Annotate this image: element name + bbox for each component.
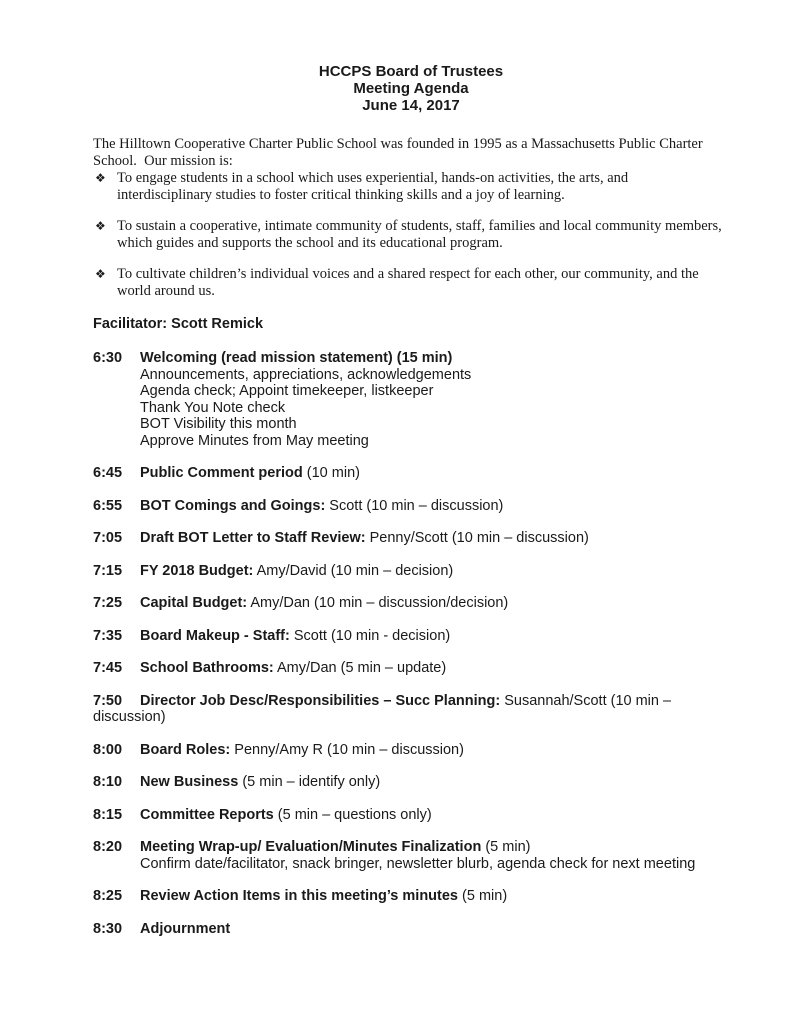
agenda-detail: Scott (10 min – discussion) xyxy=(325,497,504,514)
agenda-detail: Amy/David (10 min – decision) xyxy=(253,562,454,579)
agenda-content xyxy=(140,742,729,759)
agenda-title: Director Job Desc/Responsibilities – Succ Planning: xyxy=(140,692,501,709)
agenda-time: 8:30 xyxy=(93,920,123,937)
agenda-subline: Thank You Note check xyxy=(140,399,286,416)
diamond-bullet-icon: ❖ xyxy=(95,267,106,281)
diamond-bullet-icon: ❖ xyxy=(95,219,106,233)
agenda-subline: Approve Minutes from May meeting xyxy=(140,432,369,449)
mission-bullet-text: To sustain a cooperative, intimate community of students, staff, families and local community members, which guides and supports the school and its educational program. xyxy=(117,218,722,251)
agenda-detail: Penny/Scott (10 min – discussion) xyxy=(365,530,589,546)
agenda-content xyxy=(140,807,729,824)
agenda-detail: (10 min) xyxy=(302,465,360,481)
agenda-content xyxy=(140,530,729,547)
agenda-title: Meeting Wrap-up/ Evaluation/Minutes Finalization xyxy=(140,839,482,855)
agenda-row xyxy=(93,595,729,612)
mission-bullet-text: To engage students in a school which uses experiential, hands-on activities, the arts, and interdisciplinary studies to foster critical thinking skills and a joy of learning. xyxy=(117,170,629,203)
agenda-row xyxy=(93,563,729,580)
agenda-subline: Agenda check; Appoint timekeeper, listkeeper xyxy=(140,383,434,399)
agenda-overflow-line: discussion) xyxy=(93,709,166,725)
agenda-row xyxy=(93,921,729,938)
agenda-time: 7:50 xyxy=(93,692,123,709)
agenda-content xyxy=(140,921,729,938)
agenda-title: BOT Comings and Goings: xyxy=(140,497,326,514)
header-org-line: HCCPS Board of Trustees xyxy=(318,63,504,80)
intro-paragraph: The Hilltown Cooperative Charter Public School was founded in 1995 as a Massachusetts Public Charter School. Our mission is: xyxy=(93,136,707,169)
agenda-time: 6:30 xyxy=(93,350,123,366)
agenda-detail: (5 min) xyxy=(481,839,531,855)
agenda-row xyxy=(93,807,729,824)
agenda-content xyxy=(140,498,729,515)
agenda-item xyxy=(93,498,729,515)
agenda-item xyxy=(93,742,729,759)
agenda-content xyxy=(140,595,729,612)
agenda-detail: (5 min – identify only) xyxy=(238,774,381,790)
agenda-item xyxy=(93,530,729,547)
agenda-row xyxy=(93,350,729,367)
agenda-time: 8:15 xyxy=(93,806,123,823)
agenda-detail: (5 min) xyxy=(458,888,508,904)
agenda-item xyxy=(93,774,729,791)
agenda-time: 8:10 xyxy=(93,774,123,790)
agenda-item xyxy=(93,628,729,645)
agenda-row xyxy=(93,839,729,856)
agenda-title: Adjournment xyxy=(140,920,231,937)
agenda-list xyxy=(93,350,729,937)
agenda-sublines xyxy=(140,367,729,450)
header-date-line: June 14, 2017 xyxy=(362,97,460,114)
agenda-content xyxy=(140,774,729,791)
header-doc-type-line: Meeting Agenda xyxy=(353,80,469,97)
agenda-item xyxy=(93,660,729,677)
agenda-title: FY 2018 Budget: xyxy=(140,562,254,579)
agenda-detail: Amy/Dan (5 min – update) xyxy=(273,660,447,676)
document-header xyxy=(93,63,729,114)
agenda-time: 7:15 xyxy=(93,562,123,579)
mission-bullet xyxy=(93,266,723,300)
mission-bullet xyxy=(93,170,723,204)
agenda-title: Board Roles: xyxy=(140,741,231,758)
agenda-title: Capital Budget: xyxy=(140,595,248,611)
agenda-row xyxy=(93,742,729,759)
agenda-time: 7:45 xyxy=(93,660,123,676)
agenda-time: 7:05 xyxy=(93,530,123,546)
agenda-title: Review Action Items in this meeting’s minutes xyxy=(140,888,458,904)
agenda-item xyxy=(93,888,729,905)
agenda-row xyxy=(93,774,729,791)
agenda-row xyxy=(93,530,729,547)
agenda-content xyxy=(140,888,729,905)
agenda-sublines xyxy=(140,856,729,873)
agenda-title: Public Comment period xyxy=(140,465,303,481)
agenda-title: Welcoming (read mission statement) (15 min) xyxy=(140,350,453,366)
agenda-row xyxy=(93,660,729,677)
agenda-time: 6:55 xyxy=(93,497,123,514)
agenda-item xyxy=(93,595,729,612)
agenda-content xyxy=(140,660,729,677)
diamond-bullet-icon: ❖ xyxy=(95,171,106,185)
agenda-row xyxy=(93,888,729,905)
agenda-item xyxy=(93,693,729,726)
agenda-detail: Scott (10 min - decision) xyxy=(289,627,451,644)
agenda-title: School Bathrooms: xyxy=(140,660,274,676)
agenda-row xyxy=(93,693,729,710)
mission-bullet xyxy=(93,218,723,252)
agenda-content xyxy=(140,628,729,645)
agenda-item xyxy=(93,921,729,938)
agenda-content xyxy=(140,465,729,482)
agenda-time: 8:00 xyxy=(93,741,123,758)
mission-bullet-list xyxy=(93,170,729,300)
agenda-item xyxy=(93,465,729,482)
agenda-title: New Business xyxy=(140,774,239,790)
agenda-content xyxy=(140,563,729,580)
agenda-subline: Announcements, appreciations, acknowledgements xyxy=(140,366,472,383)
agenda-title: Committee Reports xyxy=(140,806,274,823)
agenda-detail: (5 min – questions only) xyxy=(273,806,432,823)
agenda-row xyxy=(93,498,729,515)
agenda-item xyxy=(93,350,729,449)
agenda-subline: Confirm date/facilitator, snack bringer, newsletter blurb, agenda check for next meeting xyxy=(140,855,696,872)
agenda-detail: Penny/Amy R (10 min – discussion) xyxy=(230,741,464,758)
agenda-content xyxy=(140,693,729,710)
agenda-item xyxy=(93,839,729,872)
agenda-content xyxy=(140,350,729,367)
agenda-item xyxy=(93,563,729,580)
agenda-title: Board Makeup - Staff: xyxy=(140,627,290,644)
agenda-item xyxy=(93,807,729,824)
agenda-time: 7:25 xyxy=(93,595,123,611)
agenda-detail: Susannah/Scott (10 min – xyxy=(500,692,672,709)
agenda-content xyxy=(140,839,729,856)
agenda-row xyxy=(93,628,729,645)
agenda-time: 6:45 xyxy=(93,465,123,481)
agenda-title: Draft BOT Letter to Staff Review: xyxy=(140,530,366,546)
agenda-detail: Amy/Dan (10 min – discussion/decision) xyxy=(247,595,509,611)
agenda-time: 8:20 xyxy=(93,839,123,855)
agenda-time: 8:25 xyxy=(93,888,123,904)
facilitator-line: Facilitator: Scott Remick xyxy=(93,316,264,332)
agenda-subline: BOT Visibility this month xyxy=(140,416,297,432)
mission-bullet-text: To cultivate children’s individual voices and a shared respect for each other, our community, and the world around us. xyxy=(117,266,699,299)
agenda-time: 7:35 xyxy=(93,627,123,644)
agenda-row xyxy=(93,465,729,482)
